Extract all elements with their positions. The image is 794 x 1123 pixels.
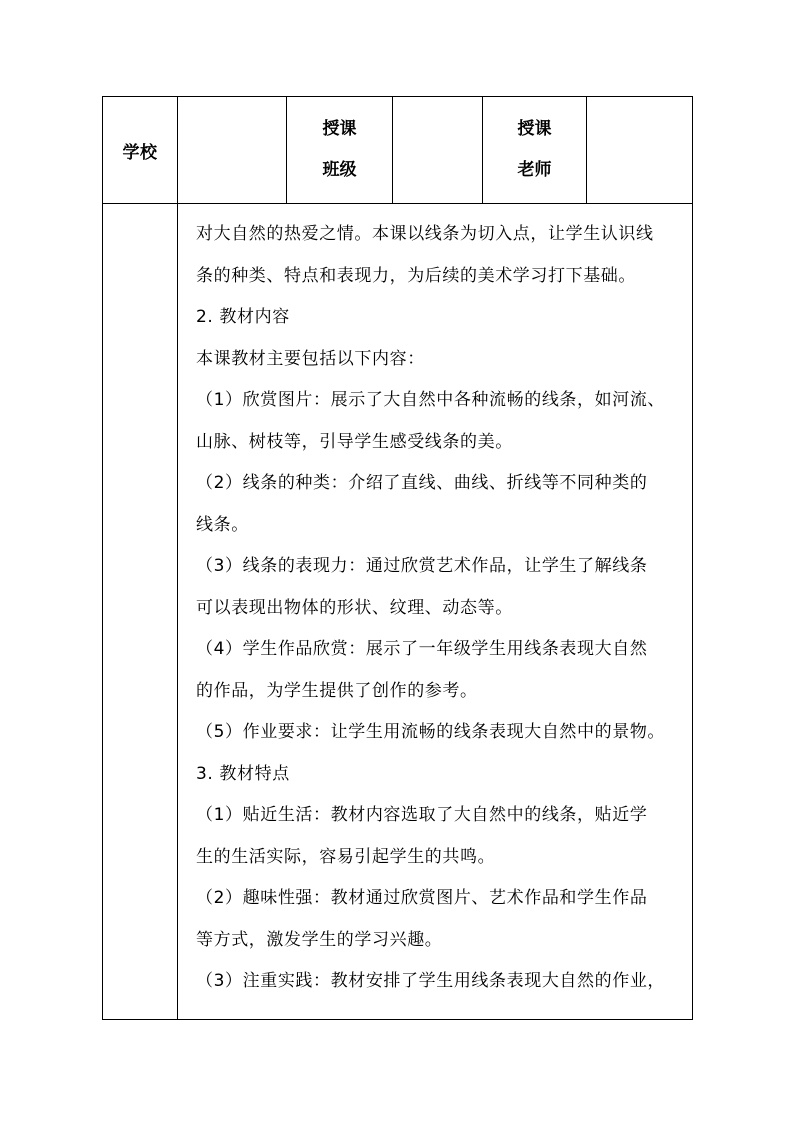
content-line: 生的生活实际，容易引起学生的共鸣。 <box>196 846 496 867</box>
class-value-cell[interactable] <box>393 97 483 204</box>
content-line: （3）注重实践：教材安排了学生用线条表现大自然的作业， <box>196 971 666 991</box>
teacher-label-line2: 老师 <box>517 160 552 180</box>
content-line: 对大自然的热爱之情。本课以线条为切入点，让学生认识线 <box>196 224 654 244</box>
lesson-plan-table <box>102 96 693 1020</box>
content-line: 条的种类、特点和表现力，为后续的美术学习打下基础。 <box>196 265 636 286</box>
content-line: （1）贴近生活：教材内容选取了大自然中的线条，贴近学 <box>196 805 648 825</box>
content-side-label-cell <box>103 204 178 1020</box>
content-line: （3）线条的表现力：通过欣赏艺术作品，让学生了解线条 <box>196 556 648 576</box>
content-line: （2）线条的种类：介绍了直线、曲线、折线等不同种类的 <box>196 473 648 493</box>
header-row <box>103 97 693 204</box>
class-label-cell <box>287 97 393 204</box>
content-line: （2）趣味性强：教材通过欣赏图片、艺术作品和学生作品 <box>196 888 648 908</box>
content-line: 本课教材主要包括以下内容： <box>196 348 425 369</box>
content-line: （4）学生作品欣赏：展示了一年级学生用线条表现大自然 <box>196 639 648 659</box>
content-line: 山脉、树枝等，引导学生感受线条的美。 <box>196 431 513 452</box>
content-line: （5）作业要求：让学生用流畅的线条表现大自然中的景物。 <box>196 722 666 742</box>
school-label: 学校 <box>122 142 158 163</box>
content-text-cell <box>178 204 693 1020</box>
content-row <box>103 204 693 1020</box>
school-value-cell[interactable] <box>178 97 287 204</box>
content-line: 可以表现出物体的形状、纹理、动态等。 <box>196 597 513 618</box>
content-line: （1）欣赏图片：展示了大自然中各种流畅的线条，如河流、 <box>196 390 666 410</box>
school-label-cell <box>103 97 178 204</box>
content-line: 线条。 <box>196 514 249 535</box>
class-label-line1: 授课 <box>322 119 357 139</box>
teacher-label-line1: 授课 <box>517 119 552 139</box>
content-line: 的作品，为学生提供了创作的参考。 <box>196 680 478 701</box>
class-label-line2: 班级 <box>322 160 357 180</box>
teacher-label-cell <box>483 97 587 204</box>
section-heading: 2. 教材内容 <box>196 307 290 327</box>
teacher-value-cell[interactable] <box>587 97 693 204</box>
content-line: 等方式，激发学生的学习兴趣。 <box>196 929 443 950</box>
section-heading: 3. 教材特点 <box>196 763 290 784</box>
